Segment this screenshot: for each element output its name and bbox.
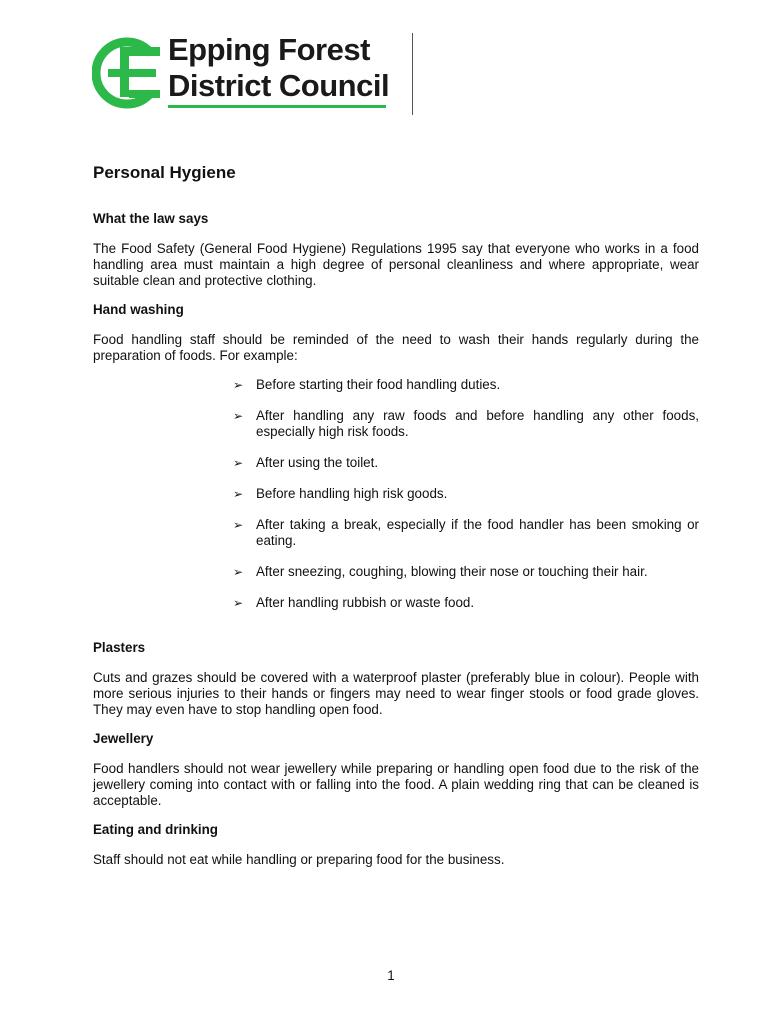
council-logo — [92, 30, 422, 120]
logo-text-line2: District Council — [168, 68, 390, 103]
section-text-law: The Food Safety (General Food Hygiene) Regulations 1995 say that everyone who works in a food handling area must maintain a high degree of personal cleanliness and where appropriate, wear suitable clean and protective clothing. — [93, 241, 699, 288]
section-text-eating: Staff should not eat while handling or preparing food for the business. — [93, 852, 505, 867]
section-heading-jewellery: Jewellery — [93, 731, 154, 746]
arrow-bullet-icon: ➢ — [233, 487, 244, 501]
logo-underline — [168, 105, 386, 108]
ef-monogram-icon — [92, 30, 162, 116]
logo-text-line1: Epping Forest — [168, 32, 370, 67]
section-text-plasters: Cuts and grazes should be covered with a waterproof plaster (preferably blue in colour). People with more serious injuries to their hands or fingers may need to wear finger stools or food grade gloves. They may even have to stop handling open food. — [93, 670, 699, 717]
section-heading-eating: Eating and drinking — [93, 822, 218, 837]
section-heading-hand-washing: Hand washing — [93, 302, 184, 317]
spacer — [93, 626, 699, 640]
section-text-hand-washing: Food handling staff should be reminded of the need to wash their hands regularly during the preparation of foods. For example: — [93, 332, 699, 363]
list-item: ➢ After taking a break, especially if the food handler has been smoking or eating. — [233, 517, 699, 548]
arrow-bullet-icon: ➢ — [233, 565, 244, 579]
list-item: ➢ After using the toilet. — [233, 455, 379, 470]
arrow-bullet-icon: ➢ — [233, 456, 244, 470]
section-heading-plasters: Plasters — [93, 640, 146, 655]
arrow-bullet-icon: ➢ — [233, 409, 244, 423]
section-heading-law: What the law says — [93, 211, 209, 226]
document-body — [93, 162, 699, 881]
header-divider — [412, 33, 413, 115]
arrow-bullet-icon: ➢ — [233, 518, 244, 532]
list-item: ➢ Before handling high risk goods. — [233, 486, 448, 501]
hand-washing-list — [93, 377, 699, 611]
list-item: ➢ After handling rubbish or waste food. — [233, 595, 475, 610]
section-text-jewellery: Food handlers should not wear jewellery while preparing or handling open food due to the risk of the jewellery coming into contact with or falling into the food. A plain wedding ring that can be cleaned is acceptable. — [93, 761, 699, 808]
page-number: 1 — [387, 968, 395, 983]
list-item: ➢ After handling any raw foods and before handling any other foods, especially high risk foods. — [233, 408, 699, 439]
list-item: ➢ Before starting their food handling duties. — [233, 377, 501, 392]
page-title: Personal Hygiene — [93, 163, 236, 182]
arrow-bullet-icon: ➢ — [233, 596, 244, 610]
list-item: ➢ After sneezing, coughing, blowing their nose or touching their hair. — [233, 564, 648, 579]
arrow-bullet-icon: ➢ — [233, 378, 244, 392]
